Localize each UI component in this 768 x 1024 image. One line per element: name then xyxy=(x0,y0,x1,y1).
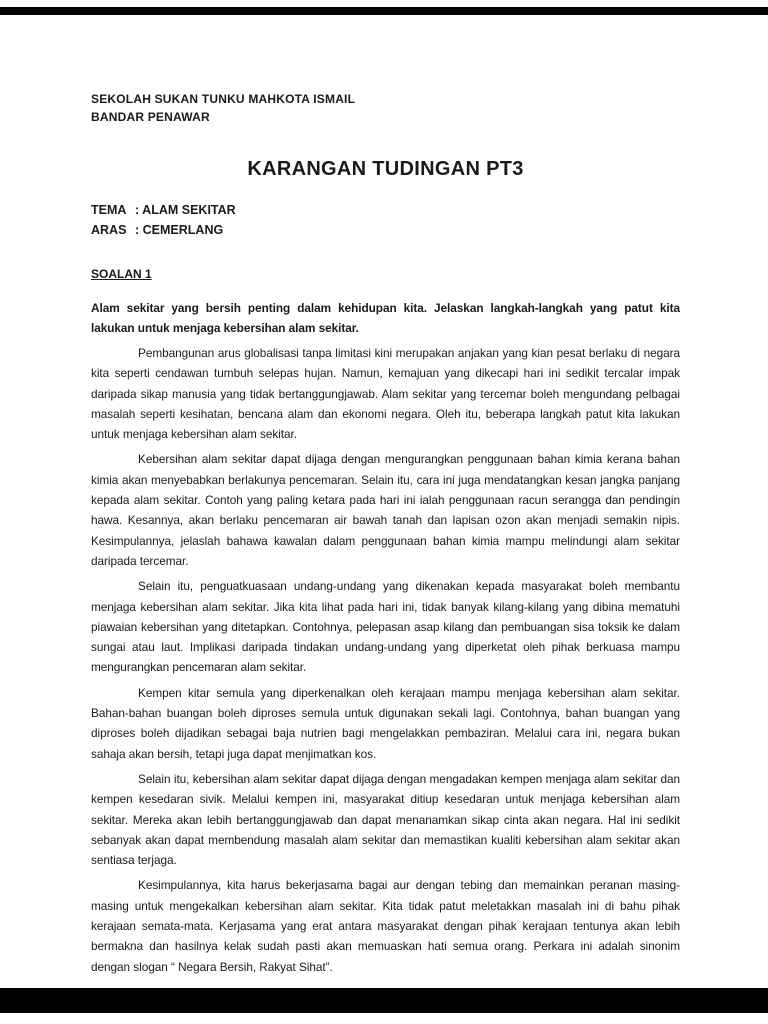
school-name: SEKOLAH SUKAN TUNKU MAHKOTA ISMAIL xyxy=(91,92,356,106)
meta-block xyxy=(91,200,680,240)
essay-paragraph-2: Kebersihan alam sekitar dapat dijaga dengan mengurangkan penggunaan bahan kimia kerana bahan kimia akan menyebabkan berlakunya pencemaran. Selain itu, cara ini juga mendatangkan kesan jangka panjang kepada alam sekitar. Contoh yang paling ketara pada hari ini ialah penggunaan racun serangga dan pendingin hawa. Kesannya, akan berlaku pencemaran air bawah tanah dan lapisan ozon akan menjadi semakin nipis. Kesimpulannya, jelaslah bahawa kawalan dalam penggunaan bahan kimia mampu melindungi alam sekitar daripada tercemar. xyxy=(91,452,680,568)
letterbox-bottom-bar xyxy=(0,988,768,1013)
school-header xyxy=(91,90,680,126)
essay-paragraph-4: Kempen kitar semula yang diperkenalkan oleh kerajaan mampu menjaga kebersihan alam sekitar. Bahan-bahan buangan boleh diproses semula untuk digunakan sekali lagi. Contohnya, bahan buangan yang diproses boleh dijadikan sebagai baja nutrien bagi mengelakkan pembaziran. Melalui cara ini, negara bukan sahaja akan bersih, tetapi juga dapat menjimatkan kos. xyxy=(91,685,680,761)
school-location: BANDAR PENAWAR xyxy=(91,110,210,124)
question-text: Alam sekitar yang bersih penting dalam kehidupan kita. Jelaskan langkah-langkah yang patut kita lakukan untuk menjaga kebersihan alam sekitar. xyxy=(91,301,680,335)
meta-value-aras: : CEMERLANG xyxy=(135,223,224,237)
meta-label-tema: TEMA xyxy=(91,203,127,217)
essay-paragraph-5: Selain itu, kebersihan alam sekitar dapat dijaga dengan mengadakan kempen menjaga alam sekitar dan kempen kesedaran sivik. Melalui kempen ini, masyarakat ditiup kesedaran untuk menjaga kebersihan alam sekitar. Mereka akan lebih bertanggungjawab dan dapat menanamkan sikap cinta akan negara. Hal ini sedikit sebanyak akan dapat membendung masalah alam sekitar dan memastikan kualiti kebersihan alam sekitar akan sentiasa terjaga. xyxy=(91,771,680,868)
meta-row-tema xyxy=(91,200,680,220)
essay-paragraph-3: Selain itu, penguatkuasaan undang-undang yang dikenakan kepada masyarakat boleh membantu menjaga kebersihan alam sekitar. Jika kita lihat pada hari ini, tidak banyak kilang-kilang yang dibina mematuhi piawaian kebersihan yang ditetapkan. Contohnya, pelepasan asap kilang dan pembuangan sisa toksik ke dalam sungai atau laut. Implikasi daripada tindakan undang-undang yang diperketat oleh pihak berkuasa mampu mengurangkan pencemaran alam sekitar. xyxy=(91,579,680,675)
meta-label-aras: ARAS xyxy=(91,223,127,237)
meta-row-aras xyxy=(91,220,680,240)
page-title: KARANGAN TUDINGAN PT3 xyxy=(247,158,524,180)
section-heading: SOALAN 1 xyxy=(91,267,152,281)
essay-paragraph-1: Pembangunan arus globalisasi tanpa limitasi kini merupakan anjakan yang kian pesat berlaku di negara kita seperti cendawan tumbuh selepas hujan. Namun, kemajuan yang dikecapi hari ini sedikit tercalar impak daripada sikap manusia yang tidak bertanggungjawab. Alam sekitar yang tercemar boleh mengundang pelbagai masalah seperti kesihatan, bencana alam dan ekonomi negara. Oleh itu, beberapa langkah patut kita lakukan untuk menjaga kebersihan alam sekitar. xyxy=(91,346,680,442)
essay-paragraph-6: Kesimpulannya, kita harus bekerjasama bagai aur dengan tebing dan memainkan peranan masing-masing untuk mengekalkan kebersihan alam sekitar. Kita tidak patut meletakkan masalah ini di bahu pihak kerajaan semata-mata. Kerjasama yang erat antara masyarakat dengan pihak kerajaan tentunya akan lebih bermakna dan hasilnya kelak sudah pasti akan memuaskan hati semua orang. Perkara ini adalah sinonim dengan slogan “ Negara Bersih, Rakyat Sihat”. xyxy=(91,878,680,974)
meta-value-tema: : ALAM SEKITAR xyxy=(135,203,236,217)
